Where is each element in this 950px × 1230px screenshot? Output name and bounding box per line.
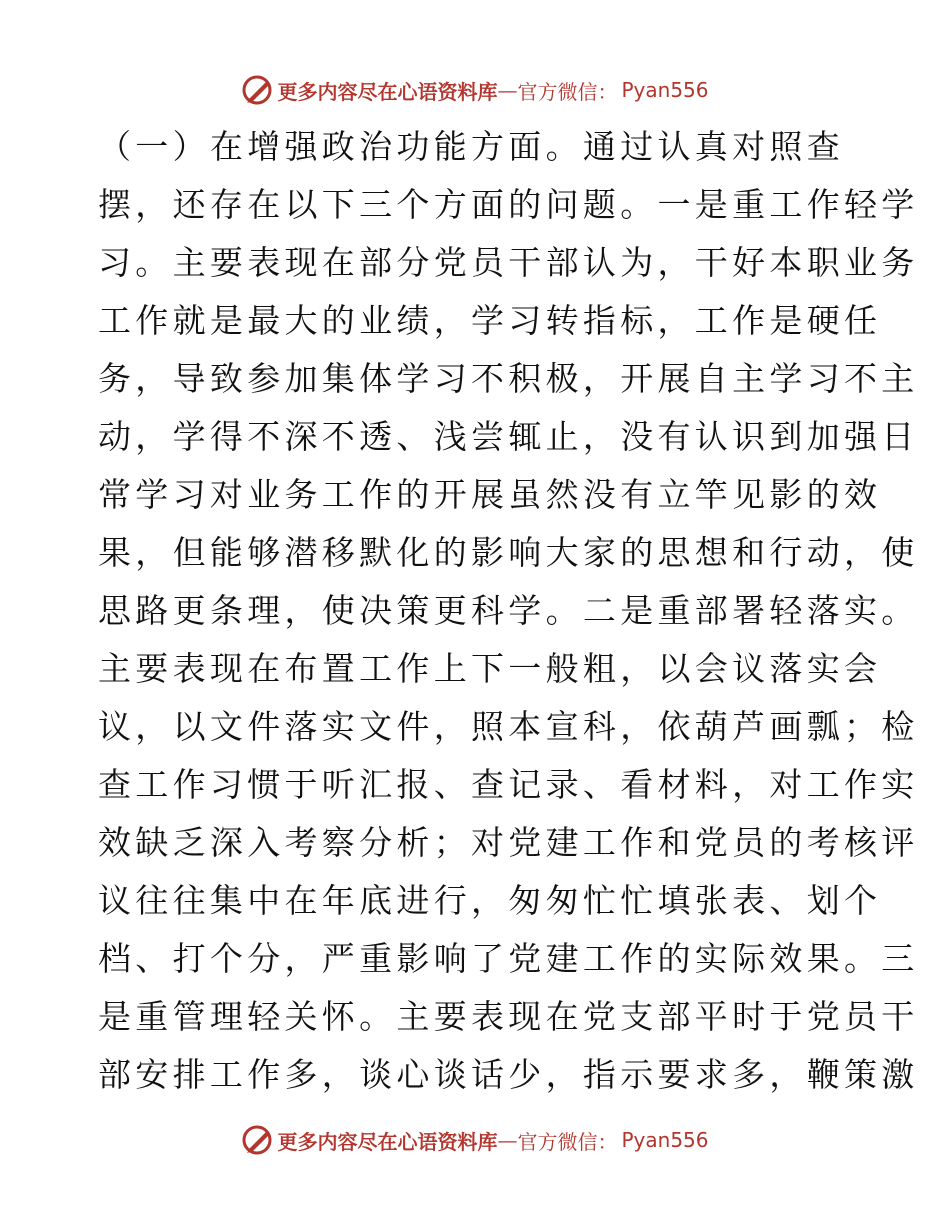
body-line: 摆，还存在以下三个方面的问题。一是重工作轻学 bbox=[98, 185, 919, 224]
body-line: （一）在增强政治功能方面。通过认真对照查 bbox=[98, 127, 844, 166]
watermark-dash: — bbox=[497, 78, 518, 102]
watermark-id: Pyan556 bbox=[621, 78, 709, 102]
watermark-id: Pyan556 bbox=[621, 1128, 709, 1152]
body-line: 工作就是最大的业绩，学习转指标，工作是硬任 bbox=[98, 301, 882, 340]
body-line: 主要表现在布置工作上下一般粗，以会议落实会 bbox=[98, 649, 882, 688]
body-line: 议，以文件落实文件，照本宣科，依葫芦画瓢；检 bbox=[98, 707, 919, 746]
body-line: 思路更条理，使决策更科学。二是重部署轻落实。 bbox=[98, 591, 919, 630]
watermark-dash: — bbox=[497, 1128, 518, 1152]
header-watermark bbox=[0, 70, 950, 110]
watermark-text: 更多内容尽在心语资料库 bbox=[277, 1129, 498, 1154]
watermark-text: 更多内容尽在心语资料库 bbox=[277, 79, 498, 104]
body-line: 务，导致参加集体学习不积极，开展自主学习不主 bbox=[98, 359, 919, 398]
body-line: 习。主要表现在部分党员干部认为，干好本职业务 bbox=[98, 243, 919, 282]
document-body bbox=[98, 118, 919, 1104]
pen-logo-icon bbox=[241, 73, 275, 107]
footer-watermark bbox=[0, 1120, 950, 1160]
body-line: 部安排工作多，谈心谈话少，指示要求多，鞭策激 bbox=[98, 1055, 919, 1094]
body-line: 果，但能够潜移默化的影响大家的思想和行动，使 bbox=[98, 533, 919, 572]
pen-logo-icon bbox=[241, 1123, 275, 1157]
body-line: 动，学得不深不透、浅尝辄止，没有认识到加强日 bbox=[98, 417, 919, 456]
body-line: 效缺乏深入考察分析；对党建工作和党员的考核评 bbox=[98, 823, 919, 862]
body-line: 档、打个分，严重影响了党建工作的实际效果。三 bbox=[98, 939, 919, 978]
body-line: 是重管理轻关怀。主要表现在党支部平时于党员干 bbox=[98, 997, 919, 1036]
watermark-label: 官方微信： bbox=[517, 1129, 618, 1154]
body-line: 常学习对业务工作的开展虽然没有立竿见影的效 bbox=[98, 475, 882, 514]
body-line: 议往往集中在年底进行，匆匆忙忙填张表、划个 bbox=[98, 881, 882, 920]
body-line: 查工作习惯于听汇报、查记录、看材料，对工作实 bbox=[98, 765, 919, 804]
watermark-label: 官方微信： bbox=[517, 79, 618, 104]
